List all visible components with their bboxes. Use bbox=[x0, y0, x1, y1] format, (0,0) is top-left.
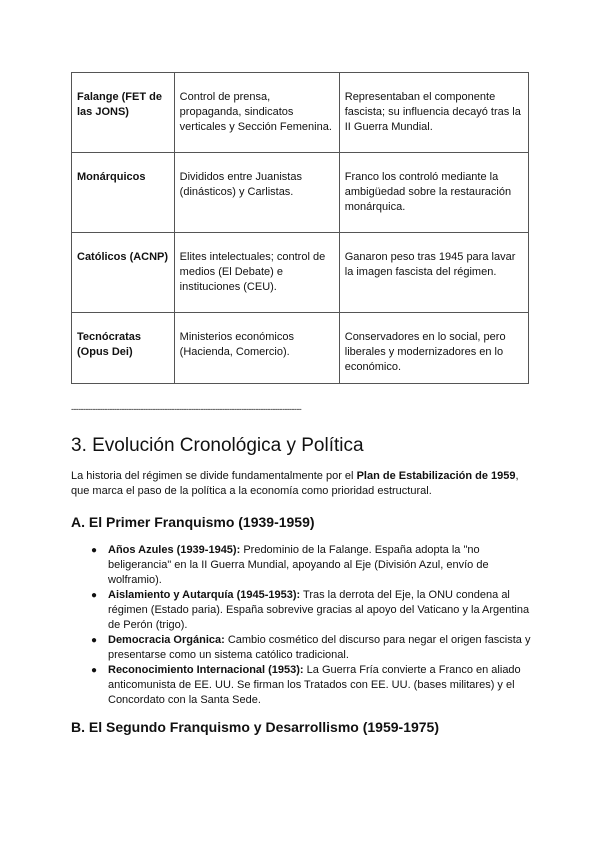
bullet-icon: ● bbox=[91, 635, 98, 646]
table-row bbox=[72, 233, 529, 313]
control-cell: Control de prensa, propaganda, sindicatos verticales y Sección Femenina. bbox=[174, 73, 339, 153]
group-cell: Tecnócratas (Opus Dei) bbox=[72, 313, 175, 384]
list-item bbox=[71, 543, 531, 588]
item-term: Reconocimiento Internacional (1953): bbox=[108, 664, 304, 676]
group-cell: Monárquicos bbox=[72, 153, 175, 233]
control-cell: Divididos entre Juanistas (dinásticos) y Carlistas. bbox=[174, 153, 339, 233]
section-title: 3. Evolución Cronológica y Política bbox=[71, 435, 364, 456]
item-text: Predominio de la Falange. España adopta la "no beligerancia" en la II Guerra Mundial, apoyando al Eje (División Azul, envío de wolframio). bbox=[108, 544, 489, 586]
note-cell: Ganaron peso tras 1945 para lavar la imagen fascista del régimen. bbox=[339, 233, 528, 313]
list-item bbox=[71, 633, 531, 663]
intro-text-end: , que marca el paso de la política a la economía como prioridad estructural. bbox=[71, 470, 519, 497]
table-row bbox=[72, 313, 529, 384]
intro-bold-term: Plan de Estabilización de 1959 bbox=[356, 470, 516, 482]
note-cell: Franco los controló mediante la ambigüedad sobre la restauración monárquica. bbox=[339, 153, 528, 233]
item-term: Años Azules (1939-1945): bbox=[108, 544, 241, 556]
list-item bbox=[71, 663, 531, 708]
control-cell: Ministerios económicos (Hacienda, Comercio). bbox=[174, 313, 339, 384]
item-term: Aislamiento y Autarquía (1945-1953): bbox=[108, 589, 301, 601]
bullet-icon: ● bbox=[91, 590, 98, 601]
table-row bbox=[72, 73, 529, 153]
item-term: Democracia Orgánica: bbox=[108, 634, 225, 646]
item-text: La Guerra Fría convierte a Franco en aliado anticomunista de EE. UU. Se firman los Tratados con EE. UU. (bases militares) y el Concordato con la Santa Sede. bbox=[108, 664, 521, 706]
bullet-icon: ● bbox=[91, 545, 98, 556]
intro-text: La historia del régimen se divide fundamentalmente por el bbox=[71, 470, 357, 482]
bullet-icon: ● bbox=[91, 665, 98, 676]
note-cell: Representaban el componente fascista; su influencia decayó tras la II Guerra Mundial. bbox=[339, 73, 528, 153]
political-families-table bbox=[71, 72, 529, 384]
section-intro bbox=[71, 469, 531, 499]
item-text: Tras la derrota del Eje, la ONU condena al régimen (Estado paria). España sobrevive gracias al apoyo del Vaticano y la Argentina de Perón (trigo). bbox=[108, 589, 530, 631]
group-cell: Católicos (ACNP) bbox=[72, 233, 175, 313]
control-cell: Elites intelectuales; control de medios (El Debate) e instituciones (CEU). bbox=[174, 233, 339, 313]
item-text: Cambio cosmético del discurso para negar el origen fascista y presentarse como un sistema católico tradicional. bbox=[108, 634, 531, 661]
dashed-divider: ------------------------------------------------------------------------------------------------ bbox=[71, 404, 302, 414]
subsection-b-title: B. El Segundo Franquismo y Desarrollismo (1959-1975) bbox=[71, 719, 439, 735]
first-francoism-list bbox=[71, 543, 531, 708]
group-cell: Falange (FET de las JONS) bbox=[72, 73, 175, 153]
subsection-a-title: A. El Primer Franquismo (1939-1959) bbox=[71, 514, 315, 530]
list-item bbox=[71, 588, 531, 633]
table-row bbox=[72, 153, 529, 233]
note-cell: Conservadores en lo social, pero liberales y modernizadores en lo económico. bbox=[339, 313, 528, 384]
